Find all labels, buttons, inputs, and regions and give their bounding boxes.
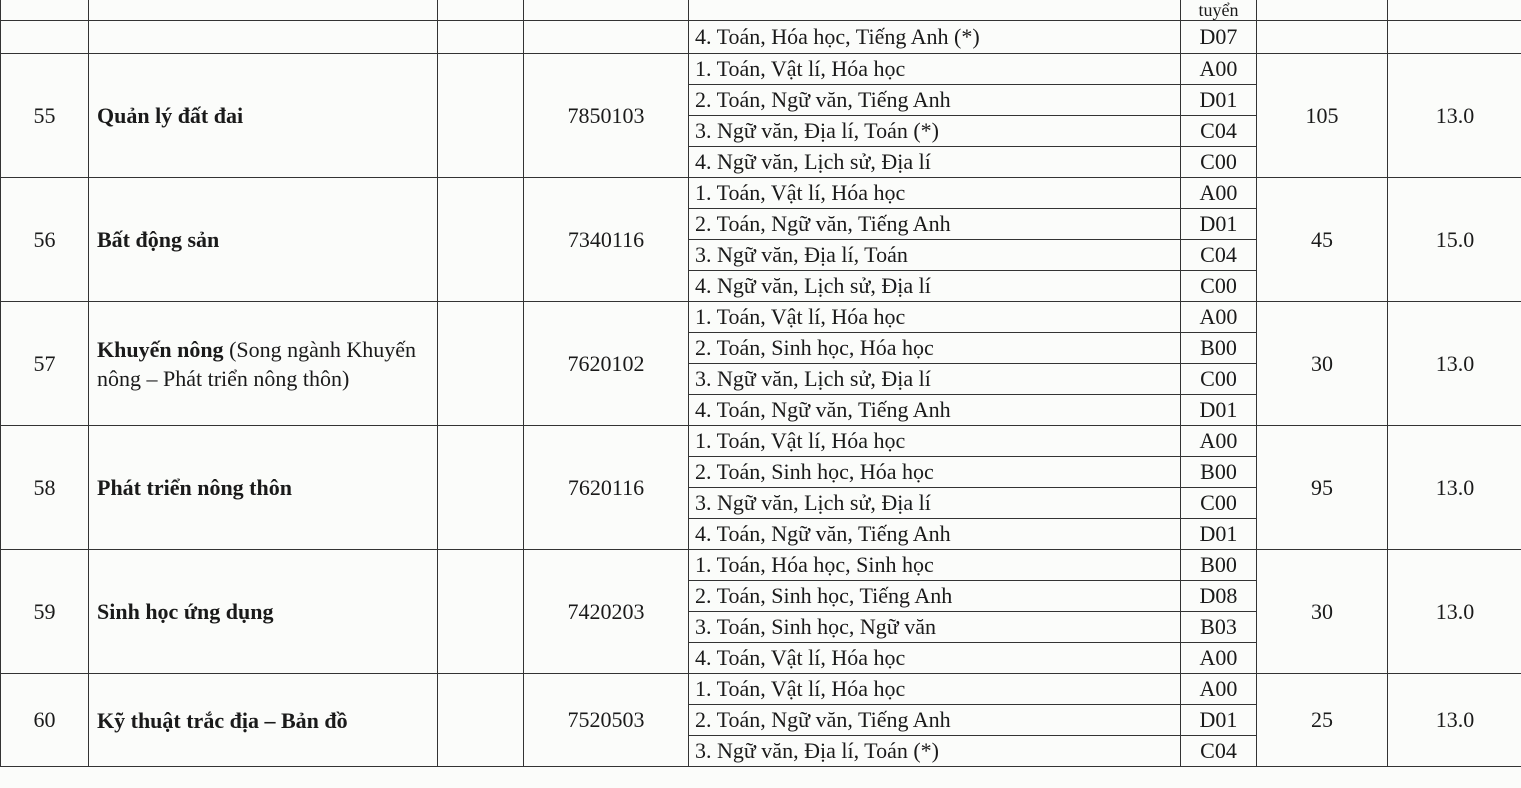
- program-name: [89, 426, 438, 550]
- subject-combo: 1. Toán, Hóa học, Sinh học: [689, 550, 1181, 581]
- subject-combo: 4. Toán, Ngữ văn, Tiếng Anh: [689, 395, 1181, 426]
- combo-code: C04: [1181, 240, 1257, 271]
- min-score: 15.0: [1388, 178, 1521, 302]
- combo-code: A00: [1181, 674, 1257, 705]
- subject-combo: 3. Toán, Sinh học, Ngữ văn: [689, 612, 1181, 643]
- subject-combo: 4. Ngữ văn, Lịch sử, Địa lí: [689, 147, 1181, 178]
- subject-combo: 4. Toán, Vật lí, Hóa học: [689, 643, 1181, 674]
- combo-code: D01: [1181, 705, 1257, 736]
- combo-code: C00: [1181, 488, 1257, 519]
- subject-combo: 3. Ngữ văn, Địa lí, Toán (*): [689, 116, 1181, 147]
- combo-code: A00: [1181, 178, 1257, 209]
- subject-combo: 1. Toán, Vật lí, Hóa học: [689, 178, 1181, 209]
- empty-cell: [438, 54, 524, 178]
- quota: 30: [1257, 550, 1388, 674]
- table-row: [1, 674, 1521, 705]
- program-code: 7620116: [524, 426, 689, 550]
- combo-code: A00: [1181, 643, 1257, 674]
- program-name-text: Phát triển nông thôn: [97, 475, 292, 500]
- combo-code: B00: [1181, 550, 1257, 581]
- combo-code: C00: [1181, 364, 1257, 395]
- quota: 25: [1257, 674, 1388, 767]
- quota: 45: [1257, 178, 1388, 302]
- program-name-text: Sinh học ứng dụng: [97, 599, 274, 624]
- subject-combo: 4. Toán, Ngữ văn, Tiếng Anh: [689, 519, 1181, 550]
- empty-cell: [438, 550, 524, 674]
- subject-combo: 2. Toán, Ngữ văn, Tiếng Anh: [689, 705, 1181, 736]
- table-row: [1, 302, 1521, 333]
- program-name-text: Kỹ thuật trắc địa – Bản đồ: [97, 707, 348, 733]
- subject-combo: 1. Toán, Vật lí, Hóa học: [689, 54, 1181, 85]
- min-score: 13.0: [1388, 54, 1521, 178]
- header-fragment: tuyển: [1181, 0, 1257, 21]
- program-code: 7340116: [524, 178, 689, 302]
- program-number: 56: [1, 178, 89, 302]
- combo-code: B00: [1181, 333, 1257, 364]
- quota: 95: [1257, 426, 1388, 550]
- carryover-row: [1, 21, 1521, 54]
- quota: 105: [1257, 54, 1388, 178]
- combo-code: C04: [1181, 116, 1257, 147]
- program-name: [89, 674, 438, 767]
- combo-code: C00: [1181, 271, 1257, 302]
- program-code: 7850103: [524, 54, 689, 178]
- subject-combo: 2. Toán, Sinh học, Hóa học: [689, 457, 1181, 488]
- subject-combo: 1. Toán, Vật lí, Hóa học: [689, 674, 1181, 705]
- combo-code: D01: [1181, 519, 1257, 550]
- min-score: 13.0: [1388, 674, 1521, 767]
- combo-code: A00: [1181, 54, 1257, 85]
- empty-cell: [438, 426, 524, 550]
- table-row: [1, 54, 1521, 85]
- combo-code: D01: [1181, 395, 1257, 426]
- program-number: 57: [1, 302, 89, 426]
- quota: 30: [1257, 302, 1388, 426]
- combo-code: B00: [1181, 457, 1257, 488]
- program-name: [89, 550, 438, 674]
- subject-combo: 1. Toán, Vật lí, Hóa học: [689, 302, 1181, 333]
- subject-combo: 3. Ngữ văn, Lịch sử, Địa lí: [689, 488, 1181, 519]
- program-name: [89, 302, 438, 426]
- table-row: [1, 178, 1521, 209]
- min-score: 13.0: [1388, 550, 1521, 674]
- subject-combo: 1. Toán, Vật lí, Hóa học: [689, 426, 1181, 457]
- program-code: 7420203: [524, 550, 689, 674]
- program-code: 7520503: [524, 674, 689, 767]
- subject-combo: 3. Ngữ văn, Địa lí, Toán (*): [689, 736, 1181, 767]
- program-number: 58: [1, 426, 89, 550]
- program-name: [89, 178, 438, 302]
- program-number: 55: [1, 54, 89, 178]
- empty-cell: [438, 674, 524, 767]
- table-row: [1, 426, 1521, 457]
- subject-combo: 3. Ngữ văn, Lịch sử, Địa lí: [689, 364, 1181, 395]
- min-score: 13.0: [1388, 302, 1521, 426]
- header-row-fragment: [1, 0, 1521, 21]
- subject-combo: 3. Ngữ văn, Địa lí, Toán: [689, 240, 1181, 271]
- empty-cell: [438, 302, 524, 426]
- combo-code: C04: [1181, 736, 1257, 767]
- program-name-text: Quản lý đất đai: [97, 103, 244, 128]
- table-row: [1, 550, 1521, 581]
- program-name-note: (Song ngành Khuyến nông – Phát triển nông thôn): [97, 336, 417, 391]
- combo-code: A00: [1181, 302, 1257, 333]
- subject-combo: 2. Toán, Ngữ văn, Tiếng Anh: [689, 85, 1181, 116]
- combo-code: B03: [1181, 612, 1257, 643]
- combo-code: D01: [1181, 85, 1257, 116]
- subject-combo: 2. Toán, Ngữ văn, Tiếng Anh: [689, 209, 1181, 240]
- program-number: 59: [1, 550, 89, 674]
- subject-combo: 4. Ngữ văn, Lịch sử, Địa lí: [689, 271, 1181, 302]
- subject-combo: 2. Toán, Sinh học, Hóa học: [689, 333, 1181, 364]
- program-number: 60: [1, 674, 89, 767]
- combo-code: D07: [1181, 21, 1257, 54]
- program-name: [89, 54, 438, 178]
- combo-code: C00: [1181, 147, 1257, 178]
- empty-cell: [438, 178, 524, 302]
- subject-combo: 4. Toán, Hóa học, Tiếng Anh (*): [689, 21, 1181, 54]
- combo-code: D01: [1181, 209, 1257, 240]
- min-score: 13.0: [1388, 426, 1521, 550]
- program-name-text: Bất động sản: [97, 227, 220, 252]
- program-code: 7620102: [524, 302, 689, 426]
- combo-code: A00: [1181, 426, 1257, 457]
- program-name-text: Khuyến nông: [97, 336, 224, 362]
- combo-code: D08: [1181, 581, 1257, 612]
- subject-combo: 2. Toán, Sinh học, Tiếng Anh: [689, 581, 1181, 612]
